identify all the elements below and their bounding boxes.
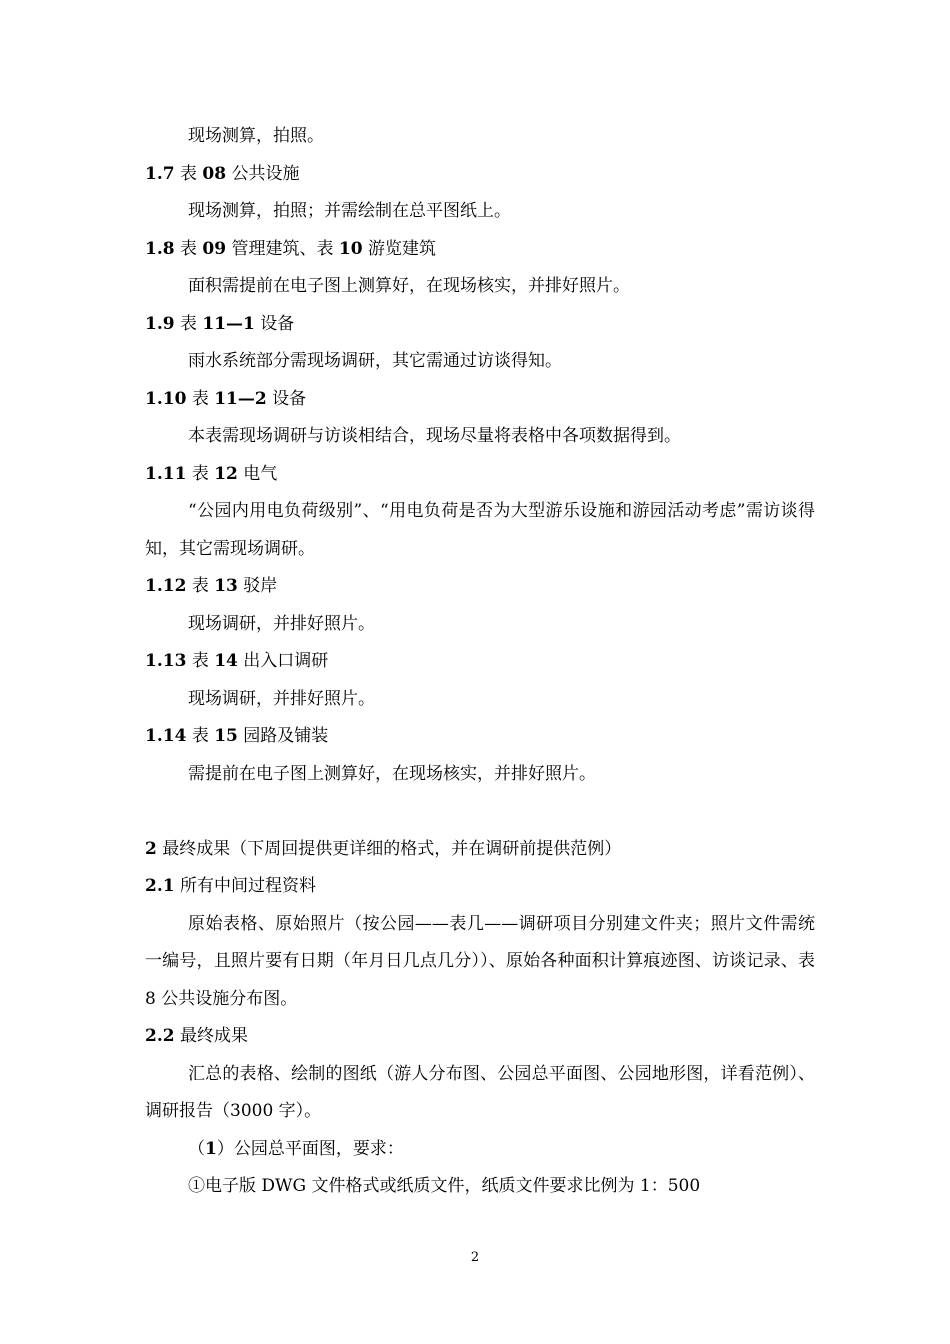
heading-number: 1.12 <box>145 576 187 596</box>
text-line: 现场调研，并排好照片。 <box>188 613 375 634</box>
section-heading-2-1 <box>145 868 815 906</box>
section-heading-1-9 <box>145 306 815 344</box>
page-number: 2 <box>470 1250 480 1265</box>
text-line: 现场调研，并排好照片。 <box>188 688 375 709</box>
heading-number: 1.11 <box>145 463 187 484</box>
text-line: 需提前在电子图上测算好，在现场核实，并排好照片。 <box>188 763 596 784</box>
heading-text: 表 <box>191 576 209 596</box>
heading-number: 1.7 <box>145 163 175 184</box>
section-heading-1-14 <box>145 718 815 756</box>
table-number: 13 <box>214 576 238 596</box>
blank-line <box>145 793 815 831</box>
table-number: 08 <box>202 163 227 184</box>
table-number: 11—1 <box>202 313 255 334</box>
heading-text: 最终成果 <box>179 1026 248 1046</box>
heading-number: 2.1 <box>145 876 175 896</box>
heading-text: 电气 <box>243 463 278 484</box>
heading-text: 表 <box>179 238 197 259</box>
text-line: 现场测算，拍照；并需绘制在总平图纸上。 <box>188 201 511 221</box>
heading-number: 1.13 <box>145 651 187 671</box>
table-number: 11—2 <box>214 388 267 409</box>
list-number: 1 <box>205 1138 217 1159</box>
heading-text: 驳岸 <box>243 576 278 596</box>
text-line: 现场测算，拍照。 <box>188 126 324 146</box>
heading-text: 表 <box>179 163 197 184</box>
heading-number: 1.14 <box>145 726 187 746</box>
section-heading-1-8 <box>145 231 815 269</box>
heading-text: 游览建筑 <box>367 238 436 259</box>
paragraph: “公园内用电负荷级别”、“用电负荷是否为大型游乐设施和游园活动考虑”需访谈得知，其它需现场调研。 <box>145 501 815 559</box>
paragraph: 汇总的表格、绘制的图纸（游人分布图、公园总平面图、公园地形图，详看范例）、调研报告（3000 字）。 <box>145 1063 815 1121</box>
document-body <box>145 118 815 1206</box>
list-heading-text: ）公园总平面图，要求： <box>216 1138 404 1159</box>
section-heading-1-11 <box>145 456 815 494</box>
heading-number: 1.8 <box>145 238 175 259</box>
heading-text: 最终成果（下周回提供更详细的格式，并在调研前提供范例） <box>162 838 622 859</box>
table-number: 14 <box>214 651 238 671</box>
text-line: ①电子版 DWG 文件格式或纸质文件，纸质文件要求比例为 1：500 <box>188 1176 701 1196</box>
text-line: 雨水系统部分需现场调研，其它需通过访谈得知。 <box>188 351 562 371</box>
heading-text: 所有中间过程资料 <box>179 876 316 896</box>
paragraph: 原始表格、原始照片（按公园——表几——调研项目分别建文件夹；照片文件需统一编号，且照片要有日期（年月日几点几分））、原始各种面积计算痕迹图、访谈记录、表 8 公共设施分布图。 <box>145 913 815 1009</box>
heading-text: 设备 <box>260 313 295 334</box>
heading-text: 管理建筑、表 <box>231 238 334 259</box>
section-heading-2 <box>145 831 815 869</box>
section-heading-1-12 <box>145 568 815 606</box>
heading-text: 出入口调研 <box>243 651 329 671</box>
table-number: 09 <box>202 238 227 259</box>
paren-open: （ <box>188 1138 205 1159</box>
heading-text: 表 <box>191 651 209 671</box>
section-heading-1-13 <box>145 643 815 681</box>
heading-text: 设备 <box>272 388 307 409</box>
heading-text: 表 <box>191 726 209 746</box>
heading-text: 表 <box>191 463 209 484</box>
table-number: 15 <box>214 726 238 746</box>
heading-number: 2.2 <box>145 1026 175 1046</box>
heading-text: 表 <box>191 388 209 409</box>
text-line: 面积需提前在电子图上测算好，在现场核实，并排好照片。 <box>188 276 630 296</box>
list-heading <box>145 1131 815 1169</box>
heading-text: 表 <box>179 313 197 334</box>
heading-number: 2 <box>145 838 157 859</box>
table-number: 10 <box>338 238 363 259</box>
table-number: 12 <box>214 463 238 484</box>
heading-text: 公共设施 <box>231 163 300 184</box>
section-heading-2-2 <box>145 1018 815 1056</box>
section-heading-1-10 <box>145 381 815 419</box>
text-line: 本表需现场调研与访谈相结合，现场尽量将表格中各项数据得到。 <box>188 426 681 446</box>
heading-number: 1.10 <box>145 388 187 409</box>
heading-number: 1.9 <box>145 313 175 334</box>
heading-text: 园路及铺装 <box>243 726 329 746</box>
section-heading-1-7 <box>145 156 815 194</box>
